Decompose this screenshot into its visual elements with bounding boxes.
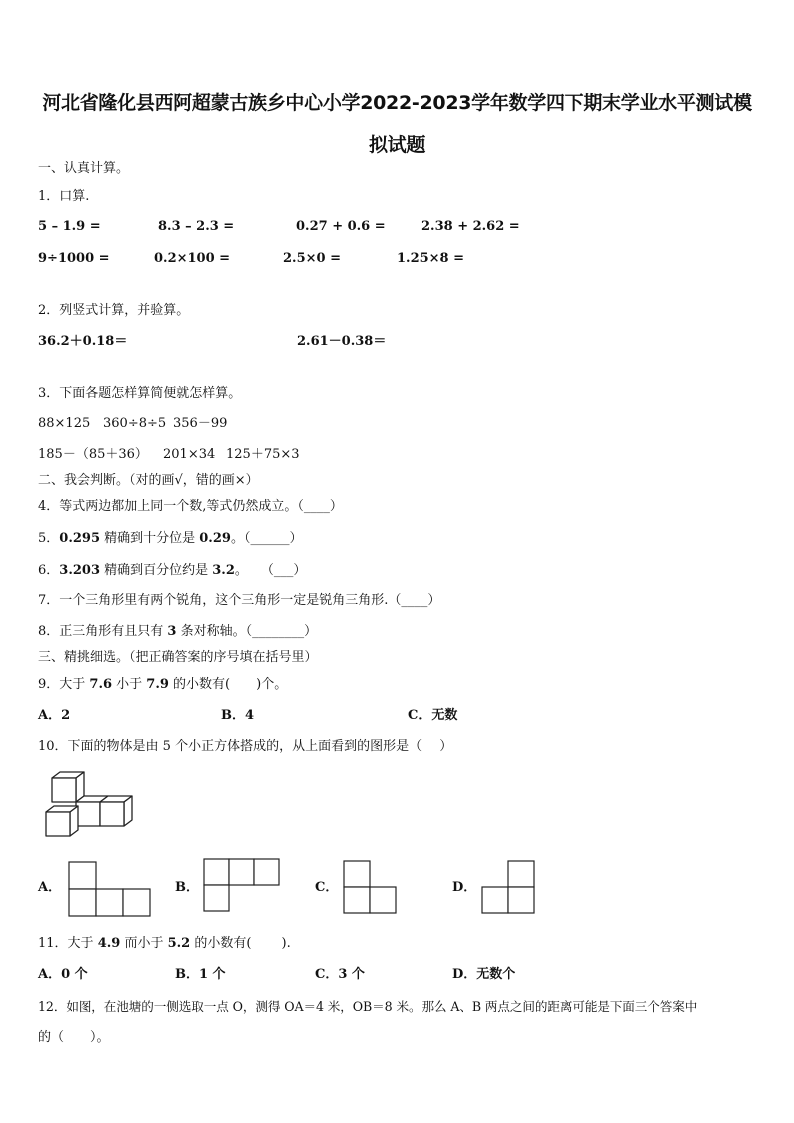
grid-cell [204,859,229,885]
q3-item: 88×125 [38,416,91,431]
q1-item: 5 – 1.9 = [38,219,101,234]
q6 [38,562,306,580]
option-a-grid-figure [68,861,152,917]
section-heading-2: 二、我会判断。（对的画√，错的画×） [38,473,259,488]
q3-item: 201×34 [163,447,216,462]
q1-item: 0.27 + 0.6 = [296,219,386,234]
q11-option-b: B．1 个 [175,967,226,982]
q3-item: 360÷8÷5 [103,416,167,431]
q10-option-c-label: C． [315,880,339,895]
q9-option-a: A．2 [38,708,71,723]
q2-item: 2.61－0.38＝ [297,334,387,349]
option-d-grid-figure [481,860,537,916]
q8-pre: 8．正三角形有且只有 [38,624,168,639]
q6-answer: 3.2 [212,563,235,578]
q5-text: 精确到十分位是 [100,531,200,546]
q12-line-1: 12．如图，在池塘的一侧选取一点 O，测得 OA＝4 米，OB＝8 米。那么 A、B 两点之间的距离可能是下面三个答案中 [38,999,698,1014]
grid-cell [344,887,370,913]
cube-face [52,778,76,802]
option-c-grid-figure [343,860,399,916]
q11-mid: 而小于 [120,936,168,951]
q2-item: 36.2＋0.18＝ [38,334,128,349]
q4: 4．等式两边都加上同一个数,等式仍然成立。（____） [38,499,343,514]
grid-cell [370,887,396,913]
q2-label: 2．列竖式计算，并验算。 [38,303,190,318]
title-line-1: 河北省隆化县西阿超蒙古族乡中心小学2022-2023学年数学四下期末学业水平测试模 [42,92,752,114]
q8-post: 条对称轴。（________） [176,624,318,639]
q11-option-d: D．无数个 [452,967,516,982]
q11-post: 的小数有( ). [190,936,291,951]
q11-option-a: A．0 个 [38,967,88,982]
cube-face [124,796,132,826]
q9-option-b: B．4 [221,708,255,723]
grid-cell [482,887,508,913]
q11-b: 5.2 [167,936,191,951]
q5 [38,530,302,548]
q10-option-d-label: D． [452,880,477,895]
q3-item: 185－（85＋36） [38,447,148,462]
section-heading-3: 三、精挑细选。（把正确答案的序号填在括号里） [38,650,318,665]
cube-stack-figure [40,772,140,842]
q6-value: 3.203 [59,563,100,578]
q9-option-c: C．无数 [408,708,458,723]
q11-option-c: C．3 个 [315,967,365,982]
grid-cell [69,862,96,889]
q1-item: 8.3 – 2.3 = [158,219,235,234]
grid-cell [508,887,534,913]
q6-text: 精确到百分位约是 [100,563,213,578]
q5-value: 0.295 [59,531,100,546]
q5-tail: 。（______） [230,531,303,546]
grid-cell [344,861,370,887]
q9-pre: 9．大于 [38,677,90,692]
option-b-grid-figure [203,858,283,914]
grid-cell [204,885,229,911]
q5-num: 5． [38,531,60,546]
q3-item: 356－99 [173,416,228,431]
title-line-2: 拟试题 [368,134,426,156]
cube-face [100,802,124,826]
q11-a: 4.9 [97,936,121,951]
q1-item: 9÷1000 = [38,251,110,266]
cube-face [70,806,78,836]
q1-item: 0.2×100 = [154,251,231,266]
q9 [38,676,287,694]
q8-num: 3 [167,624,177,639]
q5-answer: 0.29 [199,531,231,546]
q1-label: 1．口算. [38,189,90,204]
grid-cell [229,859,254,885]
q6-num: 6． [38,563,60,578]
q1-item: 1.25×8 = [397,251,465,266]
q10-option-a-label: A． [38,880,62,895]
q1-item: 2.38 + 2.62 = [421,219,520,234]
cube-face [76,802,100,826]
q1-item: 2.5×0 = [283,251,341,266]
q7: 7．一个三角形里有两个锐角，这个三角形一定是锐角三角形.（____） [38,593,441,608]
q9-b: 7.9 [146,677,169,692]
q10-stem: 10．下面的物体是由 5 个小正方体搭成的，从上面看到的图形是（ ） [38,739,453,754]
grid-cell [69,889,96,916]
q9-post: 的小数有( )个。 [168,677,288,692]
grid-cell [254,859,279,885]
q11 [38,935,291,953]
q12-line-2: 的（ ）。 [38,1030,110,1045]
section-heading-1: 一、认真计算。 [38,161,130,176]
grid-cell [123,889,150,916]
q9-a: 7.6 [89,677,113,692]
q3-label: 3．下面各题怎样算简便就怎样算。 [38,386,242,401]
cube-face [46,812,70,836]
q6-tail: 。 （___） [234,563,307,578]
q11-pre: 11．大于 [38,936,98,951]
q8 [38,623,317,641]
q9-mid: 小于 [112,677,147,692]
grid-cell [96,889,123,916]
q3-item: 125＋75×3 [226,447,300,462]
q10-option-b-label: B． [175,880,199,895]
grid-cell [508,861,534,887]
